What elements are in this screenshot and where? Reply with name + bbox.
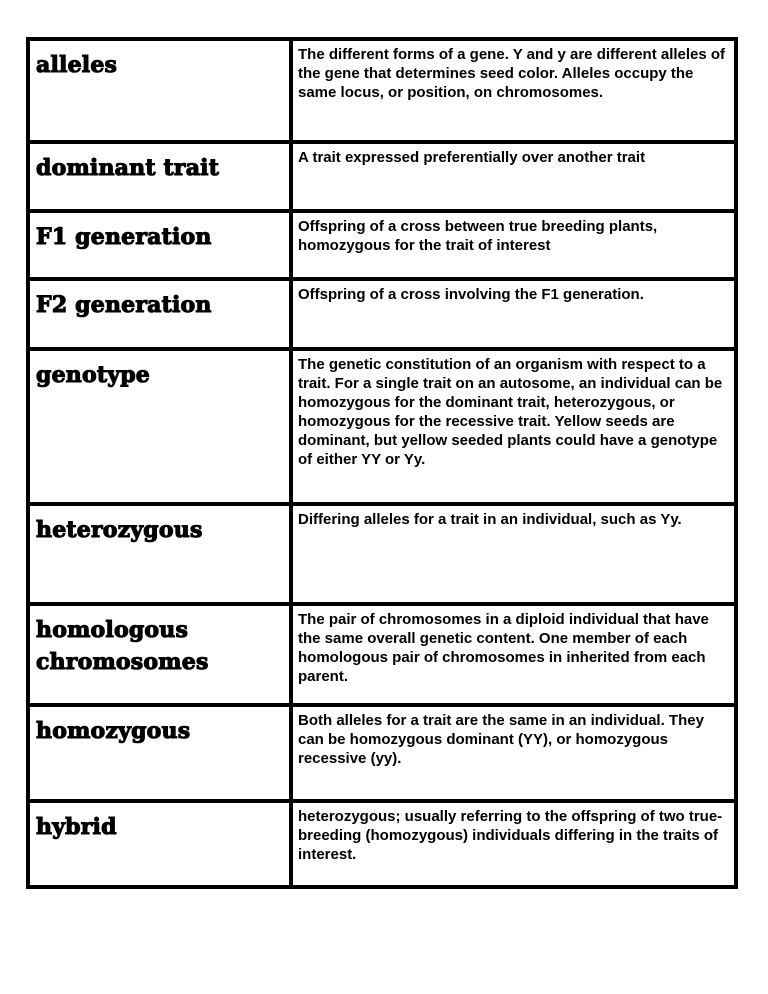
term-hybrid: hybrid [36,814,117,840]
table-row [30,351,734,506]
definition-homozygous: Both alleles for a trait are the same in an individual. They can be homozygous dominant (YY), or homozygous recessive (yy). [298,712,704,767]
table-row [30,506,734,606]
definition-cell [293,606,734,707]
definition-dominant-trait: A trait expressed preferentially over another trait [298,149,646,166]
definition-f1-generation: Offspring of a cross between true breeding plants, homozygous for the trait of interest [298,218,658,254]
definition-cell [293,144,734,213]
table-row [30,144,734,213]
definition-cell [293,506,734,606]
term-dominant-trait: dominant trait [36,155,220,181]
term-cell [30,351,293,506]
term-cell [30,213,293,281]
term-cell [30,606,293,707]
definition-cell [293,803,734,885]
definition-cell [293,41,734,144]
vocabulary-sheet [26,37,738,889]
term-alleles: alleles [36,52,118,78]
term-f1-generation: F1 generation [36,224,212,250]
term-cell [30,506,293,606]
term-f2-generation: F2 generation [36,292,212,318]
term-cell [30,144,293,213]
vocabulary-table [30,41,734,885]
table-row [30,213,734,281]
definition-hybrid: heterozygous; usually referring to the offspring of two true-breeding (homozygous) individuals differing in the traits of interest. [298,808,723,863]
term-heterozygous: heterozygous [36,517,203,543]
definition-heterozygous: Differing alleles for a trait in an individual, such as Yy. [298,511,682,528]
definition-cell [293,707,734,803]
term-cell [30,281,293,351]
term-genotype: genotype [36,362,150,388]
definition-cell [293,351,734,506]
term-homozygous: homozygous [36,718,191,744]
table-row [30,606,734,707]
table-row [30,707,734,803]
term-homologous-chromosomes: homologous chromosomes [36,617,209,675]
term-cell [30,41,293,144]
table-row [30,281,734,351]
definition-homologous-chromosomes: The pair of chromosomes in a diploid individual that have the same overall genetic content. One member of each homologous pair of chromosomes in inherited from each parent. [298,611,709,685]
table-row [30,41,734,144]
definition-cell [293,213,734,281]
table-row [30,803,734,885]
definition-alleles: The different forms of a gene. Y and y are different alleles of the gene that determines seed color. Alleles occupy the same locus, or position, on chromosomes. [298,46,726,101]
definition-cell [293,281,734,351]
term-cell [30,803,293,885]
definition-genotype: The genetic constitution of an organism with respect to a trait. For a single trait on an autosome, an individual can be homozygous for the dominant trait, heterozygous, or homozygous for the recessive trait. Yellow seeds are dominant, but yellow seeded plants could have a genotype of either YY or Yy. [298,356,723,468]
term-cell [30,707,293,803]
definition-f2-generation: Offspring of a cross involving the F1 generation. [298,286,644,303]
